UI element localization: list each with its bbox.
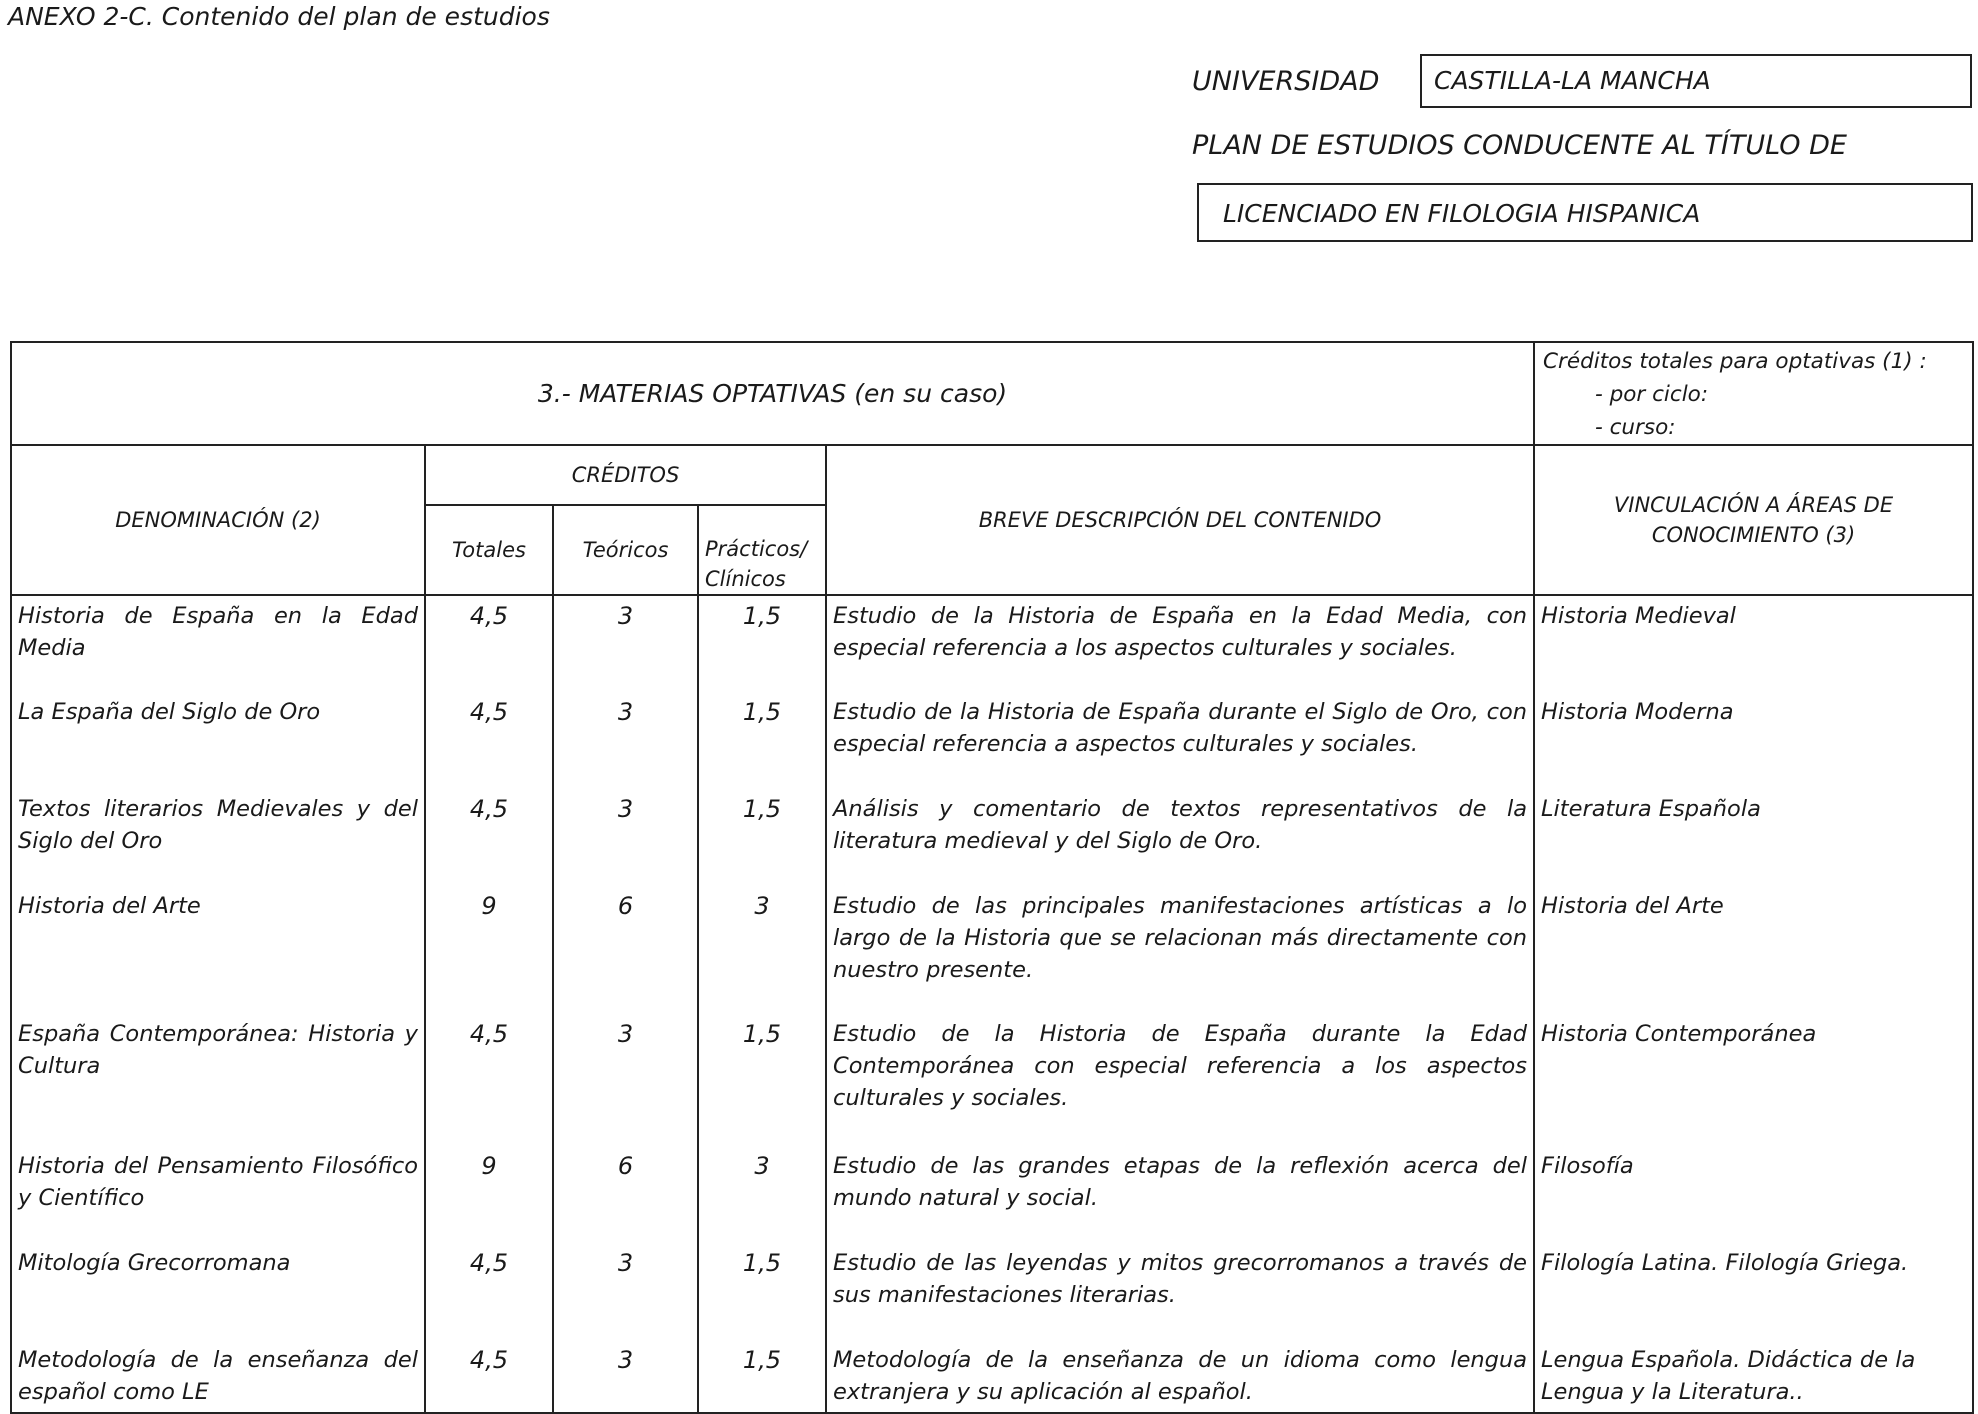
theory-credits: 6 (553, 1146, 698, 1243)
subject-name: Metodología de la enseñanza del español como LE (11, 1340, 425, 1413)
university-label: UNIVERSIDAD (1192, 66, 1380, 97)
knowledge-area: Filosofía (1534, 1146, 1973, 1243)
total-credits: 4,5 (425, 595, 553, 692)
degree-field (1197, 183, 1973, 242)
total-credits: 4,5 (425, 1340, 553, 1413)
table-row (11, 1243, 1973, 1340)
total-credits: 4,5 (425, 789, 553, 886)
column-header-theory: Teóricos (553, 505, 698, 595)
theory-credits: 3 (553, 789, 698, 886)
subject-name: Mitología Grecorromana (11, 1243, 425, 1340)
total-credits: 4,5 (425, 1014, 553, 1146)
plan-label: PLAN DE ESTUDIOS CONDUCENTE AL TÍTULO DE (1192, 130, 1847, 161)
knowledge-area: Literatura Española (1534, 789, 1973, 886)
theory-credits: 3 (553, 1014, 698, 1146)
university-field (1420, 54, 1972, 108)
subject-description: Estudio de la Historia de España durante la Edad Contemporánea con especial referencia a los aspectos culturales y sociales. (826, 1014, 1534, 1146)
column-header-areas: VINCULACIÓN A ÁREAS DE CONOCIMIENTO (3) (1534, 445, 1973, 595)
total-credits: 4,5 (425, 692, 553, 789)
knowledge-area: Lengua Española. Didáctica de la Lengua y la Literatura.. (1534, 1340, 1973, 1413)
practice-credits: 1,5 (698, 1014, 826, 1146)
subject-description: Análisis y comentario de textos representativos de la literatura medieval y del Siglo de Oro. (826, 789, 1534, 886)
annex-title: ANEXO 2-C. Contenido del plan de estudios (8, 2, 550, 31)
section-title: 3.- MATERIAS OPTATIVAS (en su caso) (11, 342, 1534, 445)
column-header-row (11, 445, 1973, 505)
theory-credits: 3 (553, 595, 698, 692)
subject-name: La España del Siglo de Oro (11, 692, 425, 789)
subject-description: Estudio de las leyendas y mitos grecorromanos a través de sus manifestaciones literarias. (826, 1243, 1534, 1340)
table-row (11, 595, 1973, 692)
column-header-name: DENOMINACIÓN (2) (11, 445, 425, 595)
column-header-total: Totales (425, 505, 553, 595)
optional-subjects-table (10, 341, 1974, 1414)
practice-credits: 1,5 (698, 789, 826, 886)
practice-credits: 3 (698, 1146, 826, 1243)
subject-name: Textos literarios Medievales y del Siglo del Oro (11, 789, 425, 886)
subject-description: Estudio de la Historia de España durante el Siglo de Oro, con especial referencia a aspectos culturales y sociales. (826, 692, 1534, 789)
table-row (11, 1146, 1973, 1243)
subject-description: Estudio de la Historia de España en la Edad Media, con especial referencia a los aspectos culturales y sociales. (826, 595, 1534, 692)
knowledge-area: Historia Medieval (1534, 595, 1973, 692)
total-credits: 9 (425, 1146, 553, 1243)
subject-description: Metodología de la enseñanza de un idioma como lengua extranjera y su aplicación al español. (826, 1340, 1534, 1413)
theory-credits: 3 (553, 692, 698, 789)
subject-description: Estudio de las grandes etapas de la reflexión acerca del mundo natural y social. (826, 1146, 1534, 1243)
optional-credits-title: Créditos totales para optativas (1) : (1543, 349, 1927, 374)
practice-credits: 3 (698, 886, 826, 1014)
practice-credits: 1,5 (698, 595, 826, 692)
optional-credits-per-course: - curso: (1595, 415, 1676, 440)
practice-credits: 1,5 (698, 1340, 826, 1413)
table-row (11, 886, 1973, 1014)
degree-value: LICENCIADO EN FILOLOGIA HISPANICA (1223, 199, 1701, 228)
table-row (11, 789, 1973, 886)
subject-name: Historia del Arte (11, 886, 425, 1014)
subject-name: España Contemporánea: Historia y Cultura (11, 1014, 425, 1146)
table-row (11, 1340, 1973, 1413)
knowledge-area: Historia Contemporánea (1534, 1014, 1973, 1146)
section-title-row (11, 342, 1973, 445)
theory-credits: 3 (553, 1340, 698, 1413)
subject-name: Historia del Pensamiento Filosófico y Científico (11, 1146, 425, 1243)
optional-credits-per-cycle: - por ciclo: (1595, 382, 1709, 407)
practice-credits: 1,5 (698, 692, 826, 789)
column-header-practice: Prácticos/ Clínicos (698, 505, 826, 595)
total-credits: 4,5 (425, 1243, 553, 1340)
subject-name: Historia de España en la Edad Media (11, 595, 425, 692)
knowledge-area: Filología Latina. Filología Griega. (1534, 1243, 1973, 1340)
subject-description: Estudio de las principales manifestaciones artísticas a lo largo de la Historia que se relacionan más directamente con nuestro presente. (826, 886, 1534, 1014)
table-row (11, 1014, 1973, 1146)
column-header-credits: CRÉDITOS (425, 445, 826, 505)
column-header-description: BREVE DESCRIPCIÓN DEL CONTENIDO (826, 445, 1534, 595)
theory-credits: 6 (553, 886, 698, 1014)
knowledge-area: Historia Moderna (1534, 692, 1973, 789)
university-value: CASTILLA-LA MANCHA (1434, 66, 1711, 95)
total-credits: 9 (425, 886, 553, 1014)
theory-credits: 3 (553, 1243, 698, 1340)
table-row (11, 692, 1973, 789)
optional-credits-cell (1534, 342, 1973, 445)
knowledge-area: Historia del Arte (1534, 886, 1973, 1014)
practice-credits: 1,5 (698, 1243, 826, 1340)
